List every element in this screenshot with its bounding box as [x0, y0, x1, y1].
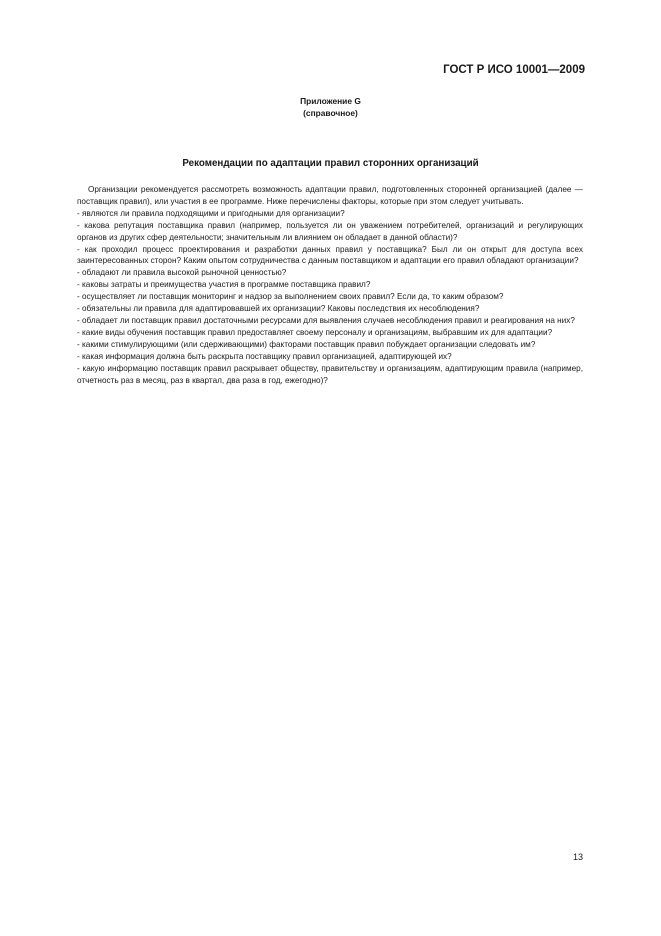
list-item: - какие виды обучения поставщик правил предоставляет своему персоналу и организациям, выбравшим их для адаптации? [77, 327, 553, 337]
intro-paragraph: Организации рекомендуется рассмотреть возможность адаптации правил, подготовленных сторонней организацией (далее — поставщик правил), или участия в ее программе. Ниже перечислены факторы, которые при этом следует учитывать. [77, 185, 583, 206]
document-code: ГОСТ Р ИСО 10001—2009 [443, 64, 585, 76]
annex-subtitle: (справочное) [303, 107, 358, 118]
body-text [77, 184, 583, 386]
list-item: - какими стимулирующими (или сдерживающими) факторами поставщик правил побуждает организации следовать им? [77, 339, 536, 349]
section-title: Рекомендации по адаптации правил сторонних организаций [182, 158, 479, 169]
annex-title: Приложение G [300, 96, 361, 106]
list-item: - какая информация должна быть раскрыта поставщику правил организацией, адаптирующей их? [77, 351, 452, 361]
list-item: - осуществляет ли поставщик мониторинг и надзор за выполнением своих правил? Если да, то каким образом? [77, 292, 504, 302]
list-item: - обладают ли правила высокой рыночной ценностью? [77, 268, 287, 278]
factor-list [77, 208, 583, 387]
list-item: - являются ли правила подходящими и пригодными для организации? [77, 208, 345, 218]
list-item: - какую информацию поставщик правил раскрывает обществу, правительству и организациям, адаптирующим правила (например, отчетность раз в месяц, раз в квартал, два раза в год, ежегодно)? [77, 363, 583, 385]
page-number: 13 [572, 852, 583, 862]
list-item: - каковы затраты и преимущества участия в программе поставщика правил? [77, 280, 371, 290]
list-item: - как проходил процесс проектирования и разработки данных правил у поставщика? Был ли он открыт для доступа всех заинтересованных сторон? Каким опытом сотрудничества с данным поставщиком и адаптации его правил обладают организации? [77, 244, 583, 266]
list-item: - обязательны ли правила для адаптировавшей их организации? Каковы последствия их несоблюдения? [77, 304, 480, 314]
list-item: - обладает ли поставщик правил достаточными ресурсами для выявления случаев несоблюдения правил и реагирования на них? [77, 315, 575, 325]
list-item: - какова репутация поставщика правил (например, пользуется ли он уважением потребителей, организаций и регулирующих органов из других сфер деятельности; значительным ли влиянием он обладает в данной области)? [77, 220, 583, 242]
annex-heading [0, 96, 661, 119]
